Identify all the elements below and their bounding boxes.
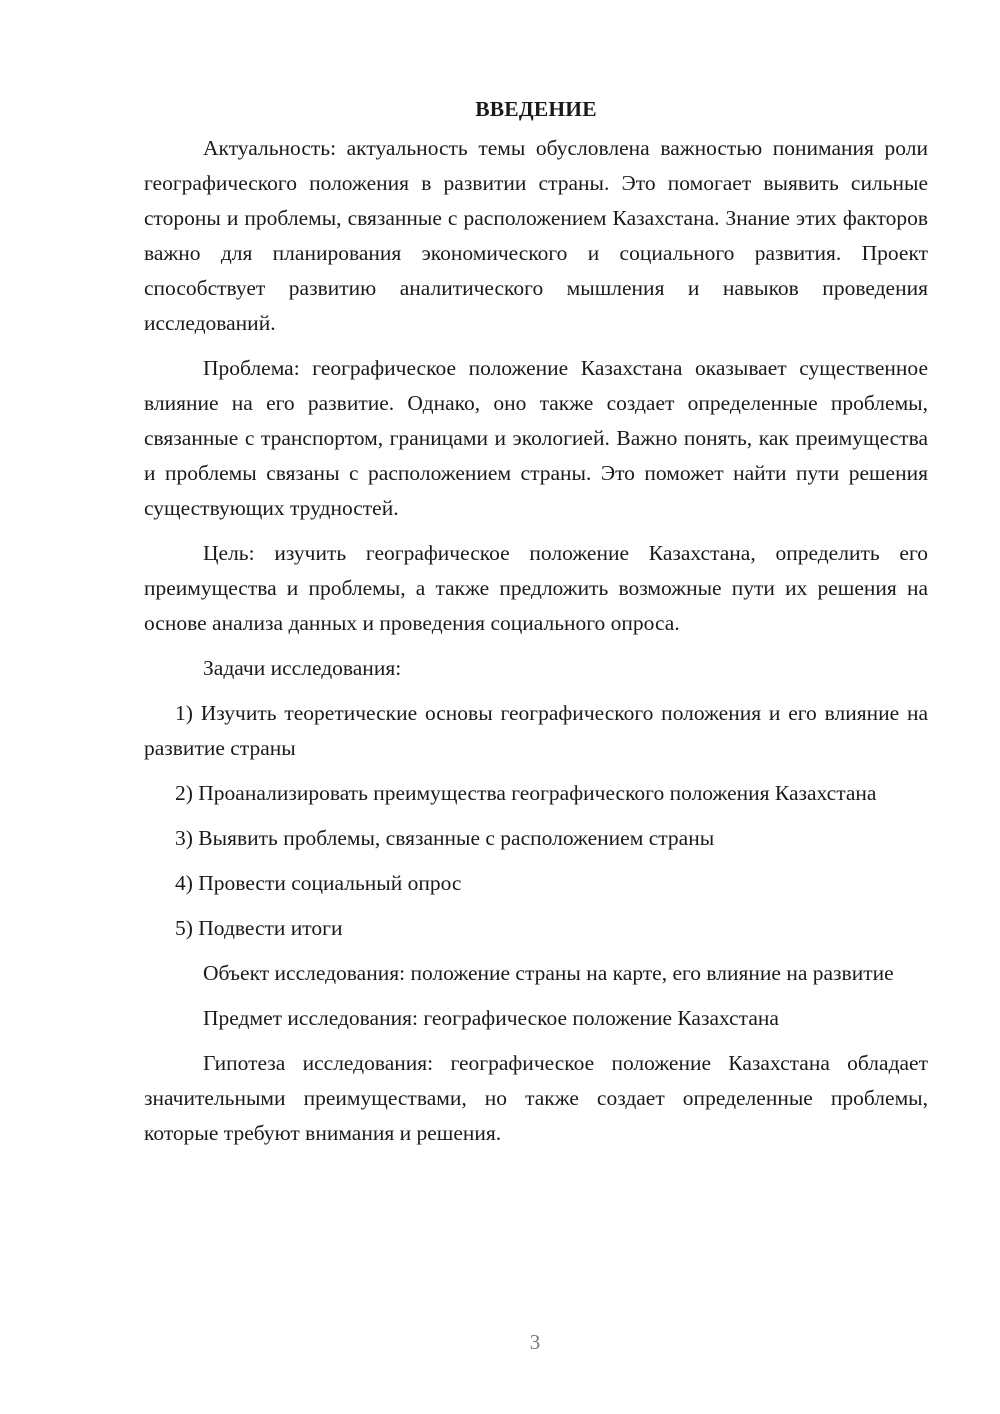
page-title: ВВЕДЕНИЕ	[475, 97, 597, 121]
paragraph-tasks-heading: Задачи исследования:	[203, 656, 402, 680]
document-page	[144, 92, 928, 1161]
paragraph-relevance: Актуальность: актуальность темы обусловлена важностью понимания роли географического положения в развитии страны. Это помогает выявить сильные стороны и проблемы, связанные с расположением Казахстана. Знание этих факторов важно для планирования экономического и социального развития. Проект способствует развитию аналитического мышления и навыков проведения исследований.	[144, 136, 928, 335]
paragraph-goal: Цель: изучить географическое положение Казахстана, определить его преимущества и проблемы, а также предложить возможные пути их решения на основе анализа данных и проведения социального опроса.	[144, 541, 928, 635]
paragraph-problem: Проблема: географическое положение Казахстана оказывает существенное влияние на его развитие. Однако, оно также создает определенные проблемы, связанные с транспортом, границами и экологией. Важно понять, как преимущества и проблемы связаны с расположением страны. Это поможет найти пути решения существующих трудностей.	[144, 356, 928, 520]
page-number: 3	[529, 1330, 541, 1354]
task-item-1: 1) Изучить теоретические основы географического положения и его влияние на развитие страны	[144, 701, 928, 760]
paragraph-hypothesis: Гипотеза исследования: географическое положение Казахстана обладает значительными преимуществами, но также создает определенные проблемы, которые требуют внимания и решения.	[144, 1051, 928, 1145]
task-item-2: 2) Проанализировать преимущества географического положения Казахстана	[175, 781, 877, 805]
task-item-3: 3) Выявить проблемы, связанные с расположением страны	[175, 826, 715, 850]
task-item-5: 5) Подвести итоги	[175, 916, 343, 940]
paragraph-object: Объект исследования: положение страны на карте, его влияние на развитие	[203, 961, 894, 985]
paragraph-subject: Предмет исследования: географическое положение Казахстана	[203, 1006, 779, 1030]
task-item-4: 4) Провести социальный опрос	[175, 871, 462, 895]
